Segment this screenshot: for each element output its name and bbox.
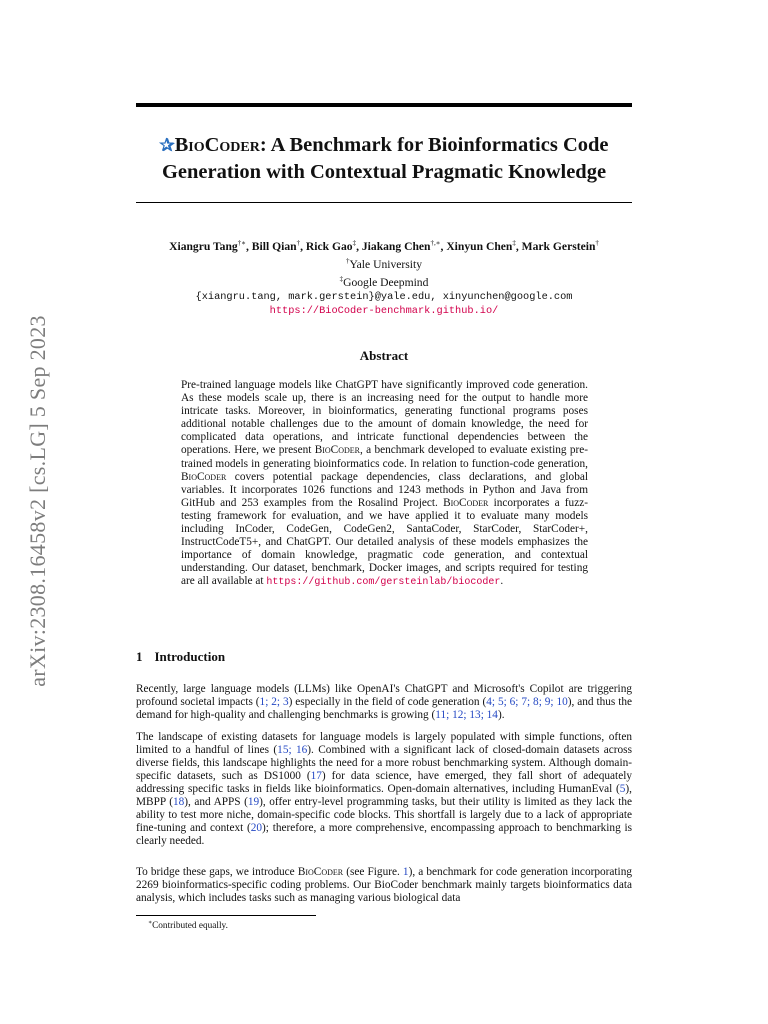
section-number: 1 [136, 649, 143, 664]
footnote-rule [136, 915, 316, 916]
benchmark-name: BioCoder [181, 470, 227, 483]
citation-link[interactable]: 15; 16 [277, 744, 308, 756]
figure-link[interactable]: 1 [402, 866, 409, 878]
citation-link[interactable]: 5 [619, 783, 626, 795]
author-name: Mark Gerstein [521, 239, 596, 253]
author-name: Xinyun Chen [446, 239, 513, 253]
title-benchmark-name: BioCoder [174, 134, 260, 156]
benchmark-name: BioCoder [443, 496, 489, 509]
citation-link[interactable]: 1; 2; 3 [259, 696, 289, 708]
author-mark: † [296, 239, 301, 247]
author-name: Jiakang Chen [361, 239, 431, 253]
title-bottom-rule [136, 202, 632, 203]
affiliation-mark: † [345, 256, 350, 265]
affiliation-yale: †Yale University [345, 256, 423, 271]
footnote [148, 919, 228, 931]
github-link[interactable]: https://github.com/gersteinlab/biocoder [266, 577, 501, 589]
title-top-rule [136, 103, 632, 107]
paper-title [136, 132, 632, 186]
affiliation-mark: ‡ [339, 274, 344, 283]
abstract-heading: Abstract [359, 348, 409, 363]
intro-paragraph-3: To bridge these gaps, we introduce BioCoder (see Figure. 1), a benchmark for code generation incorporating 2269 bioinformatics-specific coding problems. Our BioCoder benchmark mainly targets bioinformatics data analysis, which includes tasks such as managing various biological data [136, 866, 632, 904]
author-mark: ‡ [512, 239, 516, 247]
citation-link[interactable]: 11; 12; 13; 14 [435, 709, 498, 721]
abstract-text: Pre-trained language models like ChatGPT have significantly improved code generation. As these models scale up, there is an increasing need for the output to handle more intricate tasks. Moreover, in bioinformatics, generating functional programs poses additional notable challenges due to the amount of domain knowledge, the need for complicated data operations, and intricate functional dependencies between the operations. Here, we present BioCoder, a benchmark developed to evaluate existing pre-trained models in generating bioinformatics code. In relation to function-code generation, BioCoder covers potential package dependencies, class declarations, and global variables. It incorporates 1026 functions and 1243 methods in Python and Java from GitHub and 253 examples from the Rosalind Project. BioCoder incorporates a fuzz-testing framework for evaluation, and we have applied it to evaluate many models including InCoder, CodeGen, CodeGen2, SantaCoder, StarCoder, StarCoder+, InstructCodeT5+, and ChatGPT. Our detailed analysis of these models emphasizes the importance of domain knowledge, pragmatic code generation, and contextual understanding. Our dataset, benchmark, Docker images, and scripts required for testing are all available at https://github.com/gersteinlab/biocoder. [181, 379, 589, 589]
author-emails: {xiangru.tang, mark.gerstein}@yale.edu, xinyunchen@google.com [195, 290, 573, 303]
citation-link[interactable]: 17 [310, 770, 322, 782]
author-names: Xiangru Tang†∗, Bill Qian†, Rick Gao‡, Jiakang Chen†,∗, Xinyun Chen‡, Mark Gerstein† [169, 239, 599, 253]
author-mark: † [595, 239, 599, 247]
citation-link[interactable]: 20 [250, 822, 263, 834]
intro-paragraph-2: The landscape of existing datasets for language models is largely populated with simple functions, often limited to a handful of lines (15; 16). Combined with a significant lack of closed-domain datasets across diverse fields, this landscape highlights the need for a more robust benchmarking system. Although domain-specific datasets, such as DS1000 (17) for data science, have emerged, they fall short of adequately addressing specific tasks in fields like bioinformatics. Open-domain alternatives, including HumanEval (5), MBPP (18), and APPS (19), offer entry-level programming tasks, but their utility is limited as they lack the ability to test more niche, domain-specific code blocks. This shortfall is largely due to a lack of appropriate fine-tuning and context (20); therefore, a more comprehensive, encompassing approach to benchmarking is clearly needed. [136, 731, 633, 847]
author-name: Bill Qian [251, 239, 297, 253]
title-line-2: Generation with Contextual Pragmatic Knowledge [161, 161, 607, 183]
author-block [120, 236, 648, 318]
intro-paragraph-1: Recently, large language models (LLMs) like OpenAI's ChatGPT and Microsoft's Copilot are triggering profound societal impacts (1; 2; 3) especially in the field of code generation (4; 5; 6; 7; 8; 9; 10), and thus the demand for high-quality and challenging benchmarks is growing (11; 12; 13; 14). [136, 683, 633, 721]
citation-link[interactable]: 18 [173, 796, 185, 808]
project-website-link[interactable]: https://BioCoder-benchmark.github.io/ [269, 304, 499, 317]
citation-link[interactable]: 19 [247, 796, 260, 808]
citation-link[interactable]: 4; 5; 6; 7; 8; 9; 10 [486, 696, 568, 708]
author-name: Rick Gao [305, 239, 353, 253]
section-title: Introduction [154, 649, 226, 664]
title-line-1: : A Benchmark for Bioinformatics Code [259, 134, 609, 156]
author-mark: †,∗ [430, 239, 441, 247]
affiliation-google: ‡Google Deepmind [339, 274, 429, 289]
benchmark-name: BioCoder [314, 444, 360, 457]
author-name: Xiangru Tang [169, 239, 238, 253]
section-heading-introduction [136, 649, 225, 665]
author-mark: ‡ [352, 239, 357, 247]
benchmark-name: BioCoder [297, 866, 344, 878]
footnote-text: Contributed equally. [152, 921, 228, 932]
arxiv-sidebar [18, 283, 58, 719]
arxiv-identifier[interactable]: arXiv:2308.16458v2 [cs.LG] 5 Sep 2023 [25, 315, 51, 687]
footnote-mark: ∗ [148, 920, 153, 926]
author-mark: †∗ [237, 239, 246, 247]
star-icon: ✰ [159, 135, 175, 155]
